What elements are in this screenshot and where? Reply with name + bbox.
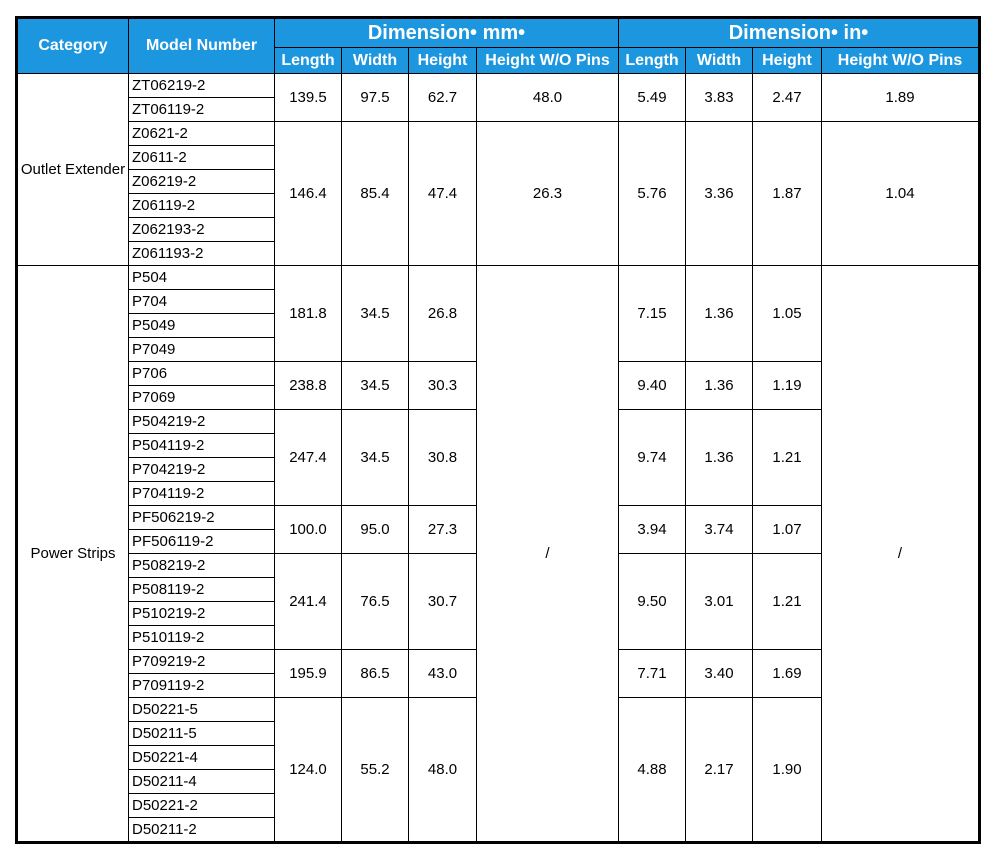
in-height-header: Height bbox=[753, 48, 822, 74]
height-in-cell: 1.21 bbox=[753, 554, 822, 650]
height-mm-cell: 27.3 bbox=[409, 506, 477, 554]
width-in-cell: 3.83 bbox=[686, 74, 753, 122]
mm-height-wo-pins-header: Height W/O Pins bbox=[477, 48, 619, 74]
model-number-cell: D50221-4 bbox=[129, 746, 275, 770]
length-in-cell: 9.50 bbox=[619, 554, 686, 650]
width-mm-cell: 34.5 bbox=[342, 362, 409, 410]
category-header: Category bbox=[17, 18, 129, 74]
width-in-cell: 1.36 bbox=[686, 266, 753, 362]
in-length-header: Length bbox=[619, 48, 686, 74]
length-mm-cell: 195.9 bbox=[275, 650, 342, 698]
model-number-cell: P709119-2 bbox=[129, 674, 275, 698]
length-mm-cell: 139.5 bbox=[275, 74, 342, 122]
height-wo-pins-mm-cell: / bbox=[477, 266, 619, 843]
model-number-cell: P709219-2 bbox=[129, 650, 275, 674]
length-in-cell: 5.76 bbox=[619, 122, 686, 266]
model-number-cell: P5049 bbox=[129, 314, 275, 338]
length-in-cell: 5.49 bbox=[619, 74, 686, 122]
width-mm-cell: 55.2 bbox=[342, 698, 409, 843]
model-number-cell: Z061193-2 bbox=[129, 242, 275, 266]
height-in-cell: 1.05 bbox=[753, 266, 822, 362]
height-wo-pins-in-cell: 1.04 bbox=[822, 122, 980, 266]
model-number-cell: P706 bbox=[129, 362, 275, 386]
model-number-cell: P704 bbox=[129, 290, 275, 314]
width-mm-cell: 97.5 bbox=[342, 74, 409, 122]
width-mm-cell: 34.5 bbox=[342, 266, 409, 362]
mm-length-header: Length bbox=[275, 48, 342, 74]
width-in-cell: 2.17 bbox=[686, 698, 753, 843]
mm-width-header: Width bbox=[342, 48, 409, 74]
model-number-cell: PF506119-2 bbox=[129, 530, 275, 554]
height-in-cell: 1.07 bbox=[753, 506, 822, 554]
model-number-cell: D50221-5 bbox=[129, 698, 275, 722]
height-mm-cell: 30.3 bbox=[409, 362, 477, 410]
height-in-cell: 1.90 bbox=[753, 698, 822, 843]
width-in-cell: 3.40 bbox=[686, 650, 753, 698]
model-number-cell: P508219-2 bbox=[129, 554, 275, 578]
height-in-cell: 1.69 bbox=[753, 650, 822, 698]
length-mm-cell: 181.8 bbox=[275, 266, 342, 362]
model-number-cell: D50221-2 bbox=[129, 794, 275, 818]
height-wo-pins-mm-cell: 48.0 bbox=[477, 74, 619, 122]
model-number-cell: ZT06219-2 bbox=[129, 74, 275, 98]
model-number-cell: Z06119-2 bbox=[129, 194, 275, 218]
model-number-cell: P510119-2 bbox=[129, 626, 275, 650]
length-mm-cell: 146.4 bbox=[275, 122, 342, 266]
length-in-cell: 3.94 bbox=[619, 506, 686, 554]
length-in-cell: 7.71 bbox=[619, 650, 686, 698]
model-number-cell: ZT06119-2 bbox=[129, 98, 275, 122]
category-cell: Power Strips bbox=[17, 266, 129, 843]
model-number-cell: D50211-5 bbox=[129, 722, 275, 746]
length-in-cell: 9.40 bbox=[619, 362, 686, 410]
width-in-cell: 3.01 bbox=[686, 554, 753, 650]
model-number-cell: D50211-2 bbox=[129, 818, 275, 843]
width-mm-cell: 85.4 bbox=[342, 122, 409, 266]
length-in-cell: 9.74 bbox=[619, 410, 686, 506]
width-in-cell: 1.36 bbox=[686, 410, 753, 506]
length-mm-cell: 238.8 bbox=[275, 362, 342, 410]
width-mm-cell: 34.5 bbox=[342, 410, 409, 506]
model-number-cell: P510219-2 bbox=[129, 602, 275, 626]
table-row bbox=[17, 122, 980, 146]
height-mm-cell: 43.0 bbox=[409, 650, 477, 698]
model-number-cell: P704119-2 bbox=[129, 482, 275, 506]
height-wo-pins-in-cell: / bbox=[822, 266, 980, 843]
model-number-cell: D50211-4 bbox=[129, 770, 275, 794]
height-mm-cell: 30.8 bbox=[409, 410, 477, 506]
height-in-cell: 1.21 bbox=[753, 410, 822, 506]
height-wo-pins-mm-cell: 26.3 bbox=[477, 122, 619, 266]
height-in-cell: 1.87 bbox=[753, 122, 822, 266]
model-number-header: Model Number bbox=[129, 18, 275, 74]
model-number-cell: P7049 bbox=[129, 338, 275, 362]
model-number-cell: Z062193-2 bbox=[129, 218, 275, 242]
height-wo-pins-in-cell: 1.89 bbox=[822, 74, 980, 122]
width-mm-cell: 95.0 bbox=[342, 506, 409, 554]
dimension-in-header: Dimension• in• bbox=[619, 18, 980, 48]
table-row bbox=[17, 74, 980, 98]
category-cell: Outlet Extender bbox=[17, 74, 129, 266]
model-number-cell: P504219-2 bbox=[129, 410, 275, 434]
width-in-cell: 1.36 bbox=[686, 362, 753, 410]
height-mm-cell: 48.0 bbox=[409, 698, 477, 843]
width-mm-cell: 86.5 bbox=[342, 650, 409, 698]
height-mm-cell: 62.7 bbox=[409, 74, 477, 122]
height-mm-cell: 47.4 bbox=[409, 122, 477, 266]
in-height-wo-pins-header: Height W/O Pins bbox=[822, 48, 980, 74]
model-number-cell: Z0621-2 bbox=[129, 122, 275, 146]
height-in-cell: 1.19 bbox=[753, 362, 822, 410]
model-number-cell: PF506219-2 bbox=[129, 506, 275, 530]
table-row bbox=[17, 266, 980, 290]
length-in-cell: 7.15 bbox=[619, 266, 686, 362]
length-mm-cell: 241.4 bbox=[275, 554, 342, 650]
height-mm-cell: 30.7 bbox=[409, 554, 477, 650]
table-body bbox=[17, 74, 980, 843]
length-mm-cell: 100.0 bbox=[275, 506, 342, 554]
height-mm-cell: 26.8 bbox=[409, 266, 477, 362]
dimension-mm-header: Dimension• mm• bbox=[275, 18, 619, 48]
in-width-header: Width bbox=[686, 48, 753, 74]
length-mm-cell: 124.0 bbox=[275, 698, 342, 843]
model-number-cell: P504119-2 bbox=[129, 434, 275, 458]
length-mm-cell: 247.4 bbox=[275, 410, 342, 506]
model-number-cell: Z0611-2 bbox=[129, 146, 275, 170]
model-number-cell: P7069 bbox=[129, 386, 275, 410]
height-in-cell: 2.47 bbox=[753, 74, 822, 122]
model-number-cell: Z06219-2 bbox=[129, 170, 275, 194]
dimension-table bbox=[15, 16, 981, 844]
length-in-cell: 4.88 bbox=[619, 698, 686, 843]
model-number-cell: P508119-2 bbox=[129, 578, 275, 602]
model-number-cell: P704219-2 bbox=[129, 458, 275, 482]
mm-height-header: Height bbox=[409, 48, 477, 74]
model-number-cell: P504 bbox=[129, 266, 275, 290]
width-in-cell: 3.36 bbox=[686, 122, 753, 266]
width-mm-cell: 76.5 bbox=[342, 554, 409, 650]
width-in-cell: 3.74 bbox=[686, 506, 753, 554]
